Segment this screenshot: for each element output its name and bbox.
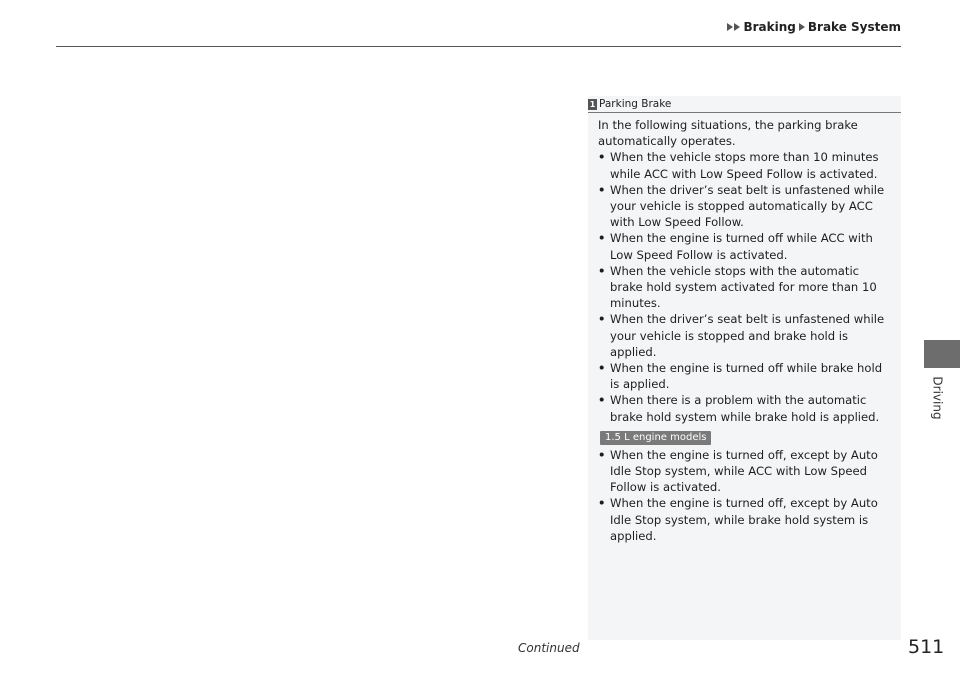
- engine-models-badge: 1.5 L engine models: [600, 431, 711, 445]
- list-item: • When there is a problem with the automatic brake hold system while brake hold is applied.: [598, 392, 890, 424]
- note-body: [598, 117, 890, 544]
- continued-label: Continued: [518, 641, 580, 655]
- breadcrumb-item-braking[interactable]: Braking: [743, 20, 796, 34]
- chapter-label: [920, 368, 956, 428]
- breadcrumb-item-brake-system[interactable]: Brake System: [807, 20, 901, 34]
- note-title: Parking Brake: [599, 98, 672, 110]
- note-number-icon: 1: [589, 99, 596, 109]
- breadcrumb-arrow-icon: [727, 23, 733, 31]
- note-panel: [588, 96, 901, 640]
- note-intro: In the following situations, the parking brake automatically operates.: [598, 118, 858, 149]
- list-item: • When the engine is turned off, except by Auto Idle Stop system, while ACC with Low Speed Follow is activated.: [598, 447, 890, 496]
- chapter-tab-marker: [924, 340, 960, 368]
- breadcrumb: [727, 20, 901, 34]
- header-rule: [56, 46, 901, 47]
- note-bullet-list: [598, 149, 890, 424]
- list-item: • When the vehicle stops with the automatic brake hold system activated for more than 10 minutes.: [598, 263, 890, 312]
- breadcrumb-arrow-icon: [734, 23, 740, 31]
- chapter-label-text: Driving: [931, 376, 946, 420]
- list-item: • When the engine is turned off while ACC with Low Speed Follow is activated.: [598, 230, 890, 262]
- note-title-bar: [588, 96, 901, 113]
- list-item: • When the engine is turned off while brake hold is applied.: [598, 360, 890, 392]
- list-item: • When the driver’s seat belt is unfastened while your vehicle is stopped and brake hold is applied.: [598, 311, 890, 360]
- breadcrumb-arrow-icon: [799, 23, 805, 31]
- page-number: 511: [908, 636, 945, 658]
- list-item: • When the vehicle stops more than 10 minutes while ACC with Low Speed Follow is activated.: [598, 149, 890, 181]
- list-item: • When the driver’s seat belt is unfastened while your vehicle is stopped automatically by ACC with Low Speed Follow.: [598, 182, 890, 231]
- engine-models-bullet-list: [598, 447, 890, 544]
- list-item: • When the engine is turned off, except by Auto Idle Stop system, while brake hold system is applied.: [598, 495, 890, 544]
